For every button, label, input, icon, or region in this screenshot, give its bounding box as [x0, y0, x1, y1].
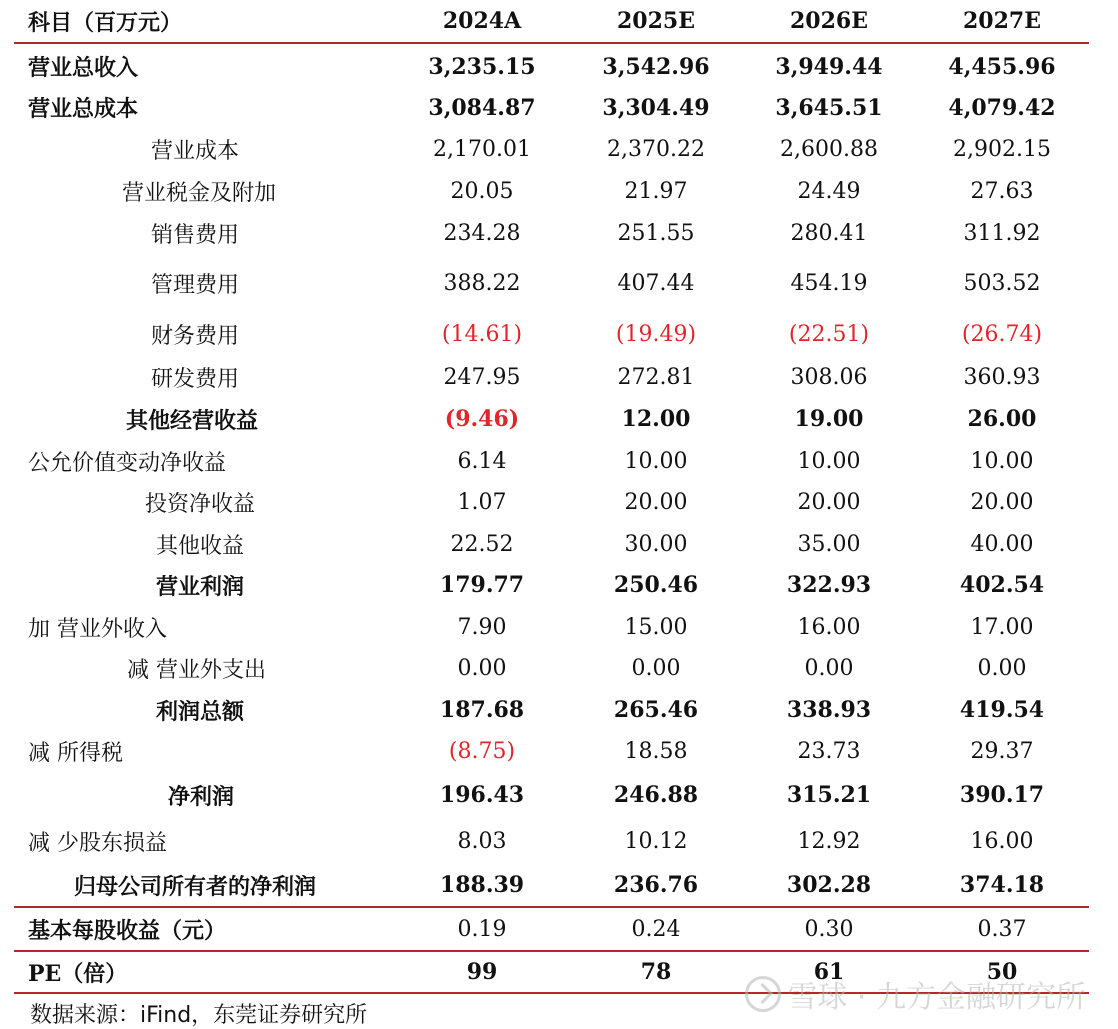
- row-value: 20.05: [450, 178, 514, 204]
- table-row: [14, 440, 1089, 482]
- row-label: 减 少股东损益: [28, 830, 167, 856]
- table-row: [14, 309, 1089, 360]
- table-row: [14, 564, 1089, 606]
- row-value: 27.63: [970, 178, 1034, 204]
- row-value: 374.18: [959, 872, 1045, 898]
- row-value: 196.43: [439, 782, 525, 808]
- row-value: 24.49: [797, 178, 861, 204]
- row-label: 销售费用: [151, 222, 240, 248]
- row-value: 390.17: [959, 782, 1045, 808]
- row-value: 388.22: [443, 271, 521, 296]
- row-value: (14.61): [441, 322, 523, 347]
- row-value: 22.52: [450, 531, 514, 557]
- row-value: (22.51): [788, 322, 870, 347]
- row-value: 16.00: [797, 614, 861, 640]
- row-value: 12.92: [797, 828, 861, 854]
- row-value: 315.21: [786, 782, 872, 808]
- row-value: 8.03: [457, 828, 507, 854]
- row-label: 研发费用: [151, 366, 240, 392]
- row-value: 1.07: [457, 489, 507, 515]
- row-value: 3,542.96: [602, 53, 710, 80]
- row-value: 0.37: [977, 916, 1027, 942]
- source-note: 数据来源：iFind，东莞证券研究所: [30, 1003, 368, 1028]
- row-value: 2,370.22: [607, 136, 705, 162]
- row-value: 10.00: [970, 448, 1034, 474]
- table-row: [14, 170, 1089, 212]
- row-label: 加 营业外收入: [28, 616, 167, 642]
- row-label: 营业成本: [151, 138, 240, 164]
- header-year-2025e: 2025E: [617, 8, 695, 34]
- row-value: 16.00: [970, 828, 1034, 854]
- row-value: 3,645.51: [775, 94, 883, 121]
- row-value: 280.41: [790, 220, 868, 246]
- snowball-logo-icon: [745, 976, 781, 1012]
- row-value: 407.44: [617, 271, 695, 296]
- table-row: [14, 87, 1089, 128]
- row-label: 公允价值变动净收益: [28, 450, 227, 476]
- row-value: 3,084.87: [428, 94, 536, 121]
- table-row: [14, 523, 1089, 565]
- row-value: 30.00: [624, 531, 688, 557]
- table-row: [14, 820, 1089, 862]
- row-value: 99: [466, 959, 498, 985]
- row-value: 236.76: [613, 872, 699, 898]
- watermark-text: 雪球 · 九方金融研究所: [787, 980, 1086, 1015]
- header-rule: [14, 42, 1089, 44]
- table-row: [14, 212, 1089, 254]
- table-row: [14, 647, 1089, 689]
- row-label: 营业利润: [156, 573, 245, 600]
- row-label: 管理费用: [151, 273, 240, 298]
- row-value: 2,170.01: [433, 136, 531, 162]
- row-value: 35.00: [797, 531, 861, 557]
- row-value: 338.93: [786, 697, 872, 723]
- table-row: [14, 774, 1089, 816]
- row-value: 20.00: [624, 489, 688, 515]
- row-label: 财务费用: [151, 324, 240, 349]
- header-year-2027e: 2027E: [963, 8, 1041, 34]
- row-value: 360.93: [963, 364, 1041, 390]
- table-row: [14, 730, 1089, 772]
- row-value: 23.73: [797, 738, 861, 764]
- row-label: 营业总成本: [28, 96, 139, 122]
- row-value: 251.55: [617, 220, 695, 246]
- row-value: 18.58: [624, 738, 688, 764]
- row-value: 10.12: [624, 828, 688, 854]
- row-value: 3,304.49: [602, 94, 710, 121]
- row-value: 322.93: [786, 572, 872, 598]
- row-value: (9.46): [444, 406, 520, 432]
- row-value: 250.46: [613, 572, 699, 598]
- row-value: 6.14: [457, 448, 507, 474]
- table-row: [14, 909, 1089, 949]
- row-value: 265.46: [613, 697, 699, 723]
- table-header-row: [14, 0, 1089, 42]
- row-value: 402.54: [959, 572, 1045, 598]
- row-value: 2,600.88: [780, 136, 878, 162]
- row-label: 利润总额: [156, 698, 245, 725]
- row-value: 454.19: [790, 271, 868, 296]
- row-value: 20.00: [970, 489, 1034, 515]
- table-row: [14, 46, 1089, 87]
- row-value: 503.52: [963, 271, 1041, 296]
- row-value: 50: [986, 959, 1018, 985]
- row-value: 26.00: [967, 406, 1037, 432]
- row-value: 0.19: [457, 916, 507, 942]
- row-value: 10.00: [797, 448, 861, 474]
- row-value: 3,235.15: [428, 53, 536, 80]
- row-label: 营业税金及附加: [122, 180, 277, 206]
- row-value: 29.37: [970, 738, 1034, 764]
- row-label: 其他经营收益: [126, 407, 259, 434]
- row-value: 0.30: [804, 916, 854, 942]
- row-value: 419.54: [959, 697, 1045, 723]
- table-row: [14, 128, 1089, 170]
- row-value: 4,455.96: [948, 53, 1056, 80]
- row-label: 减 营业外支出: [127, 657, 266, 683]
- row-value: 3,949.44: [775, 53, 883, 80]
- watermark: [745, 972, 1086, 1016]
- row-value: 7.90: [457, 614, 507, 640]
- header-year-2024a: 2024A: [442, 8, 522, 34]
- row-value: 78: [640, 959, 672, 985]
- row-value: 272.81: [617, 364, 695, 390]
- header-label: 科目（百万元）: [28, 9, 183, 36]
- row-value: (26.74): [961, 322, 1043, 347]
- row-value: 12.00: [621, 406, 691, 432]
- row-label: 净利润: [168, 783, 235, 810]
- row-value: 20.00: [797, 489, 861, 515]
- header-year-2026e: 2026E: [790, 8, 868, 34]
- row-value: 10.00: [624, 448, 688, 474]
- row-value: 19.00: [794, 406, 864, 432]
- row-value: 187.68: [439, 697, 525, 723]
- row-label: 减 所得税: [28, 740, 123, 766]
- row-value: 4,079.42: [948, 94, 1056, 121]
- table-row: [14, 864, 1089, 906]
- row-value: 0.00: [457, 655, 507, 681]
- table-row: [14, 606, 1089, 648]
- table-row: [14, 356, 1089, 398]
- table-row: [14, 689, 1089, 731]
- row-value: 179.77: [439, 572, 525, 598]
- section-rule: [14, 906, 1089, 908]
- row-value: 188.39: [439, 872, 525, 898]
- row-value: 61: [813, 959, 845, 985]
- table-row: [14, 258, 1089, 309]
- row-value: 40.00: [970, 531, 1034, 557]
- row-value: 15.00: [624, 614, 688, 640]
- row-value: (19.49): [615, 322, 697, 347]
- row-value: 21.97: [624, 178, 688, 204]
- row-value: 0.00: [977, 655, 1027, 681]
- row-value: 2,902.15: [953, 136, 1051, 162]
- row-value: 302.28: [786, 872, 872, 898]
- row-value: 0.00: [631, 655, 681, 681]
- row-value: 0.00: [804, 655, 854, 681]
- row-value: 234.28: [443, 220, 521, 246]
- row-value: 0.24: [631, 916, 681, 942]
- row-value: (8.75): [448, 738, 516, 764]
- row-label: 投资净收益: [145, 491, 256, 517]
- row-value: 247.95: [443, 364, 521, 390]
- row-value: 246.88: [613, 782, 699, 808]
- row-value: 17.00: [970, 614, 1034, 640]
- table-row: [14, 398, 1089, 440]
- row-value: 308.06: [790, 364, 868, 390]
- row-value: 311.92: [963, 220, 1041, 246]
- table-row: [14, 481, 1089, 523]
- row-label: 归母公司所有者的净利润: [74, 873, 317, 900]
- row-label: 营业总收入: [28, 55, 139, 81]
- row-label: 基本每股收益（元）: [28, 917, 227, 944]
- row-label: PE（倍）: [28, 960, 128, 987]
- row-label: 其他收益: [156, 533, 245, 559]
